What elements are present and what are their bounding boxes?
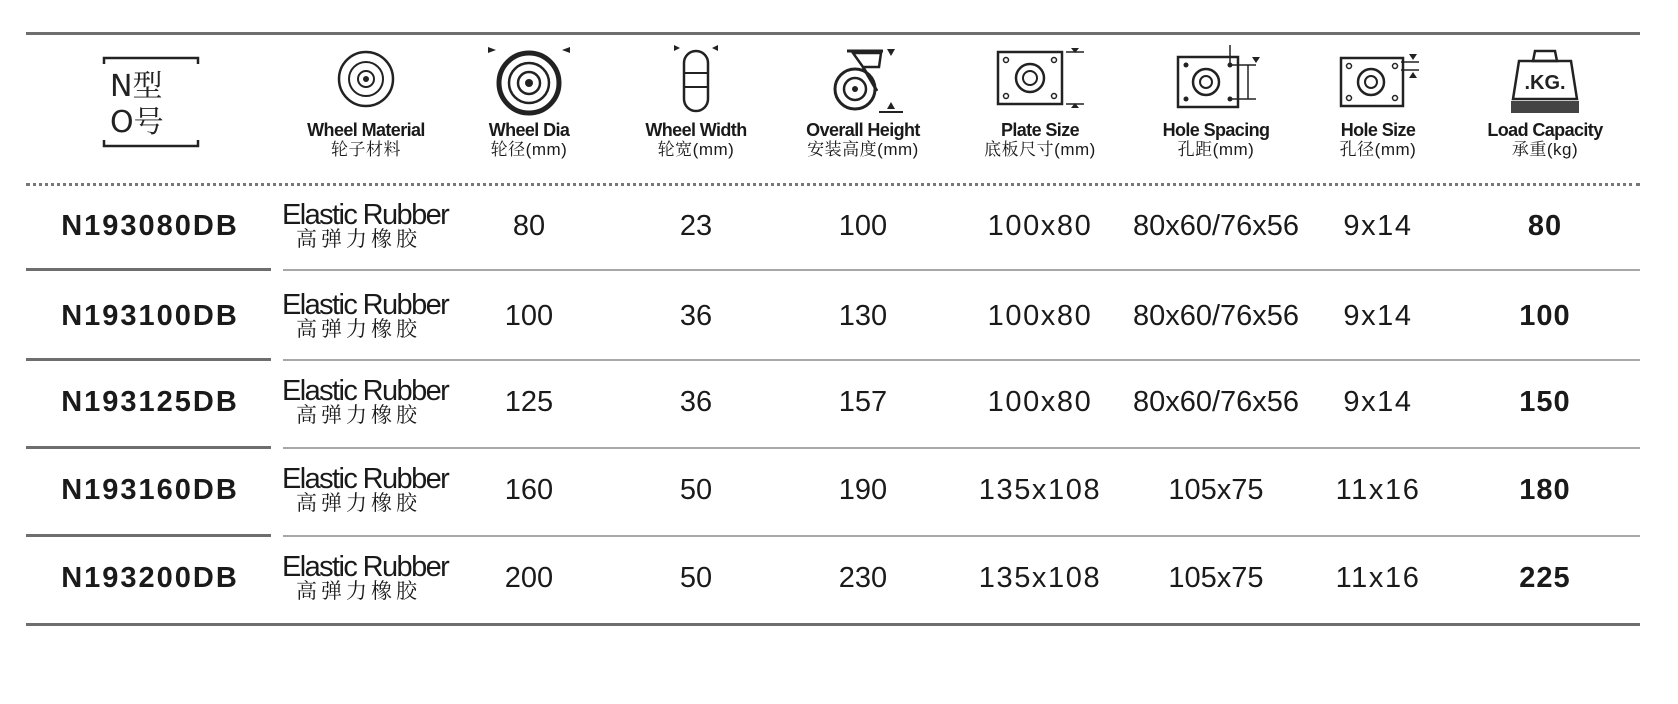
table-row — [0, 455, 1678, 541]
spacing-cell: 80x60/76x56 — [1132, 385, 1300, 418]
material-zh: 高弹力橡胶 — [296, 318, 421, 341]
model-header-line2: O号 — [110, 105, 164, 140]
wheel-diameter-icon — [484, 41, 574, 117]
model-cell: N193160DB — [61, 473, 239, 506]
header-material-zh: 轮子材料 — [331, 140, 401, 159]
header-hole-spacing — [1141, 40, 1291, 180]
plate-cell: 100x80 — [987, 385, 1093, 418]
material-zh: 高弹力橡胶 — [296, 492, 421, 515]
spacing-cell: 80x60/76x56 — [1132, 299, 1300, 332]
height-cell: 100 — [838, 209, 888, 242]
material-en: Elastic Rubber — [282, 199, 449, 231]
row-separator — [26, 268, 271, 271]
material-cell — [282, 543, 462, 613]
header-model — [96, 40, 206, 180]
row-separator — [26, 358, 271, 361]
model-bracket-icon — [96, 40, 206, 150]
load-cell: 225 — [1519, 561, 1571, 594]
model-cell: N193100DB — [61, 299, 239, 332]
wheel-width-icon — [668, 41, 724, 117]
width-cell: 36 — [679, 299, 713, 332]
hole-size-icon — [1335, 44, 1421, 114]
load-cell: 150 — [1519, 385, 1571, 418]
table-bottom-rule — [26, 623, 1640, 626]
load-cell: 180 — [1519, 473, 1571, 506]
model-header-line1: N型 — [110, 69, 163, 104]
row-separator — [283, 269, 1640, 271]
height-cell: 230 — [838, 561, 888, 594]
weight-icon-label: .KG. — [1524, 72, 1566, 94]
header-plate-size — [965, 40, 1115, 180]
header-plate-zh: 底板尺寸(mm) — [984, 140, 1096, 159]
header-material-en: Wheel Material — [307, 120, 425, 140]
header-dia-zh: 轮径(mm) — [490, 140, 568, 159]
hole-cell: 9x14 — [1343, 385, 1413, 418]
material-zh: 高弹力橡胶 — [296, 404, 421, 427]
width-cell: 36 — [679, 385, 713, 418]
table-row — [0, 191, 1678, 277]
header-dia-en: Wheel Dia — [488, 120, 570, 140]
header-plate-en: Plate Size — [1000, 120, 1080, 140]
header-hole-en: Hole Size — [1340, 120, 1416, 140]
hole-cell: 11x16 — [1335, 473, 1421, 506]
plate-cell: 135x108 — [978, 561, 1102, 594]
header-height-zh: 安装高度(mm) — [807, 140, 919, 159]
dia-cell: 100 — [504, 299, 554, 332]
table-row — [0, 543, 1678, 629]
width-cell: 50 — [679, 473, 713, 506]
load-cell: 80 — [1527, 209, 1563, 242]
height-cell: 190 — [838, 473, 888, 506]
table-row — [0, 281, 1678, 367]
material-cell — [282, 191, 462, 261]
header-width-en: Wheel Width — [645, 120, 747, 140]
header-load-en: Load Capacity — [1487, 120, 1603, 140]
material-cell — [282, 367, 462, 437]
spacing-cell: 105x75 — [1168, 473, 1264, 506]
header-wheel-width — [631, 40, 761, 180]
header-height-en: Overall Height — [806, 120, 920, 140]
header-wheel-dia — [464, 40, 594, 180]
load-cell: 100 — [1519, 299, 1571, 332]
plate-cell: 135x108 — [978, 473, 1102, 506]
model-cell: N193125DB — [61, 385, 239, 418]
height-cell: 157 — [838, 385, 888, 418]
header-hole-size — [1318, 40, 1438, 180]
model-cell: N193080DB — [61, 209, 239, 242]
weight-kg-icon — [1507, 43, 1583, 115]
model-cell: N193200DB — [61, 561, 239, 594]
spacing-cell: 105x75 — [1168, 561, 1264, 594]
table-top-rule — [26, 32, 1640, 35]
row-separator — [26, 446, 271, 449]
width-cell: 50 — [679, 561, 713, 594]
header-load-capacity — [1470, 40, 1620, 180]
header-spacing-zh: 孔距(mm) — [1177, 140, 1255, 159]
dia-cell: 80 — [512, 209, 546, 242]
table-row — [0, 367, 1678, 453]
height-cell: 130 — [838, 299, 888, 332]
wheel-front-icon — [336, 49, 396, 109]
material-cell — [282, 281, 462, 351]
material-en: Elastic Rubber — [282, 551, 449, 583]
header-spacing-en: Hole Spacing — [1162, 120, 1270, 140]
material-en: Elastic Rubber — [282, 375, 449, 407]
material-zh: 高弹力橡胶 — [296, 228, 421, 251]
dia-cell: 160 — [504, 473, 554, 506]
row-separator — [26, 534, 271, 537]
width-cell: 23 — [679, 209, 713, 242]
plate-cell: 100x80 — [987, 299, 1093, 332]
header-hole-zh: 孔径(mm) — [1339, 140, 1417, 159]
plate-cell: 100x80 — [987, 209, 1093, 242]
header-width-zh: 轮宽(mm) — [657, 140, 735, 159]
header-dotted-rule — [26, 183, 1640, 186]
material-cell — [282, 455, 462, 525]
dia-cell: 125 — [504, 385, 554, 418]
row-separator — [283, 447, 1640, 449]
row-separator — [283, 359, 1640, 361]
material-en: Elastic Rubber — [282, 463, 449, 495]
caster-height-icon — [823, 41, 903, 117]
header-wheel-material — [286, 40, 446, 180]
plate-size-icon — [994, 44, 1086, 114]
hole-spacing-icon — [1170, 43, 1262, 115]
hole-cell: 9x14 — [1343, 209, 1413, 242]
header-load-zh: 承重(kg) — [1511, 140, 1579, 159]
header-overall-height — [778, 40, 948, 180]
hole-cell: 11x16 — [1335, 561, 1421, 594]
spacing-cell: 80x60/76x56 — [1132, 209, 1300, 242]
row-separator — [283, 535, 1640, 537]
material-en: Elastic Rubber — [282, 289, 449, 321]
dia-cell: 200 — [504, 561, 554, 594]
hole-cell: 9x14 — [1343, 299, 1413, 332]
material-zh: 高弹力橡胶 — [296, 580, 421, 603]
